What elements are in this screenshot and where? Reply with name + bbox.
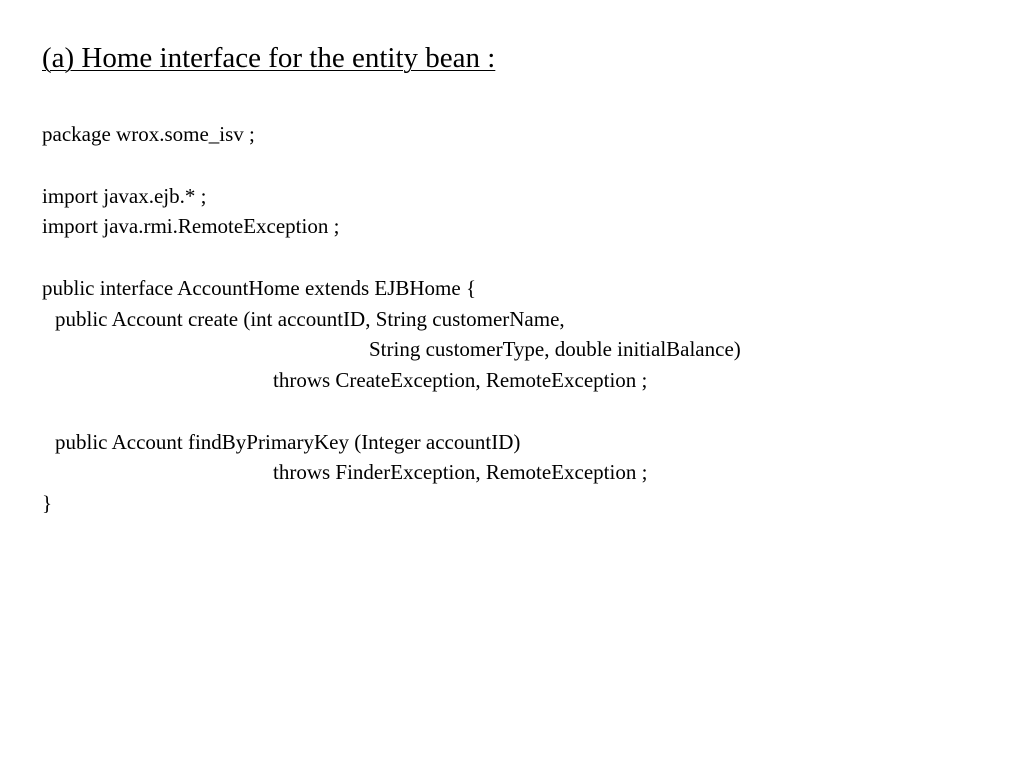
code-line-import-ejb: import javax.ejb.* ; (42, 183, 207, 208)
code-line-package: package wrox.some_isv ; (42, 122, 255, 146)
code-line-closing-brace: } (42, 491, 53, 515)
code-line-import-rmi: import java.rmi.RemoteException ; (42, 214, 340, 239)
code-line-create-throws: throws CreateException, RemoteException ; (273, 368, 648, 392)
code-line-blank (42, 396, 741, 427)
code-block (42, 119, 741, 519)
code-line-interface-decl: public interface AccountHome extends EJBHome { (42, 275, 477, 300)
code-line-create-params: String customerType, double initialBalance) (369, 337, 741, 362)
code-line-find-throws: throws FinderException, RemoteException ; (273, 460, 648, 485)
code-line-find-method: public Account findByPrimaryKey (Integer accountID) (55, 429, 521, 454)
code-line-create-method: public Account create (int accountID, String customerName, (55, 306, 565, 331)
code-line-blank (42, 242, 741, 273)
slide-title: (a) Home interface for the entity bean : (42, 42, 496, 74)
code-line-blank (42, 150, 741, 181)
